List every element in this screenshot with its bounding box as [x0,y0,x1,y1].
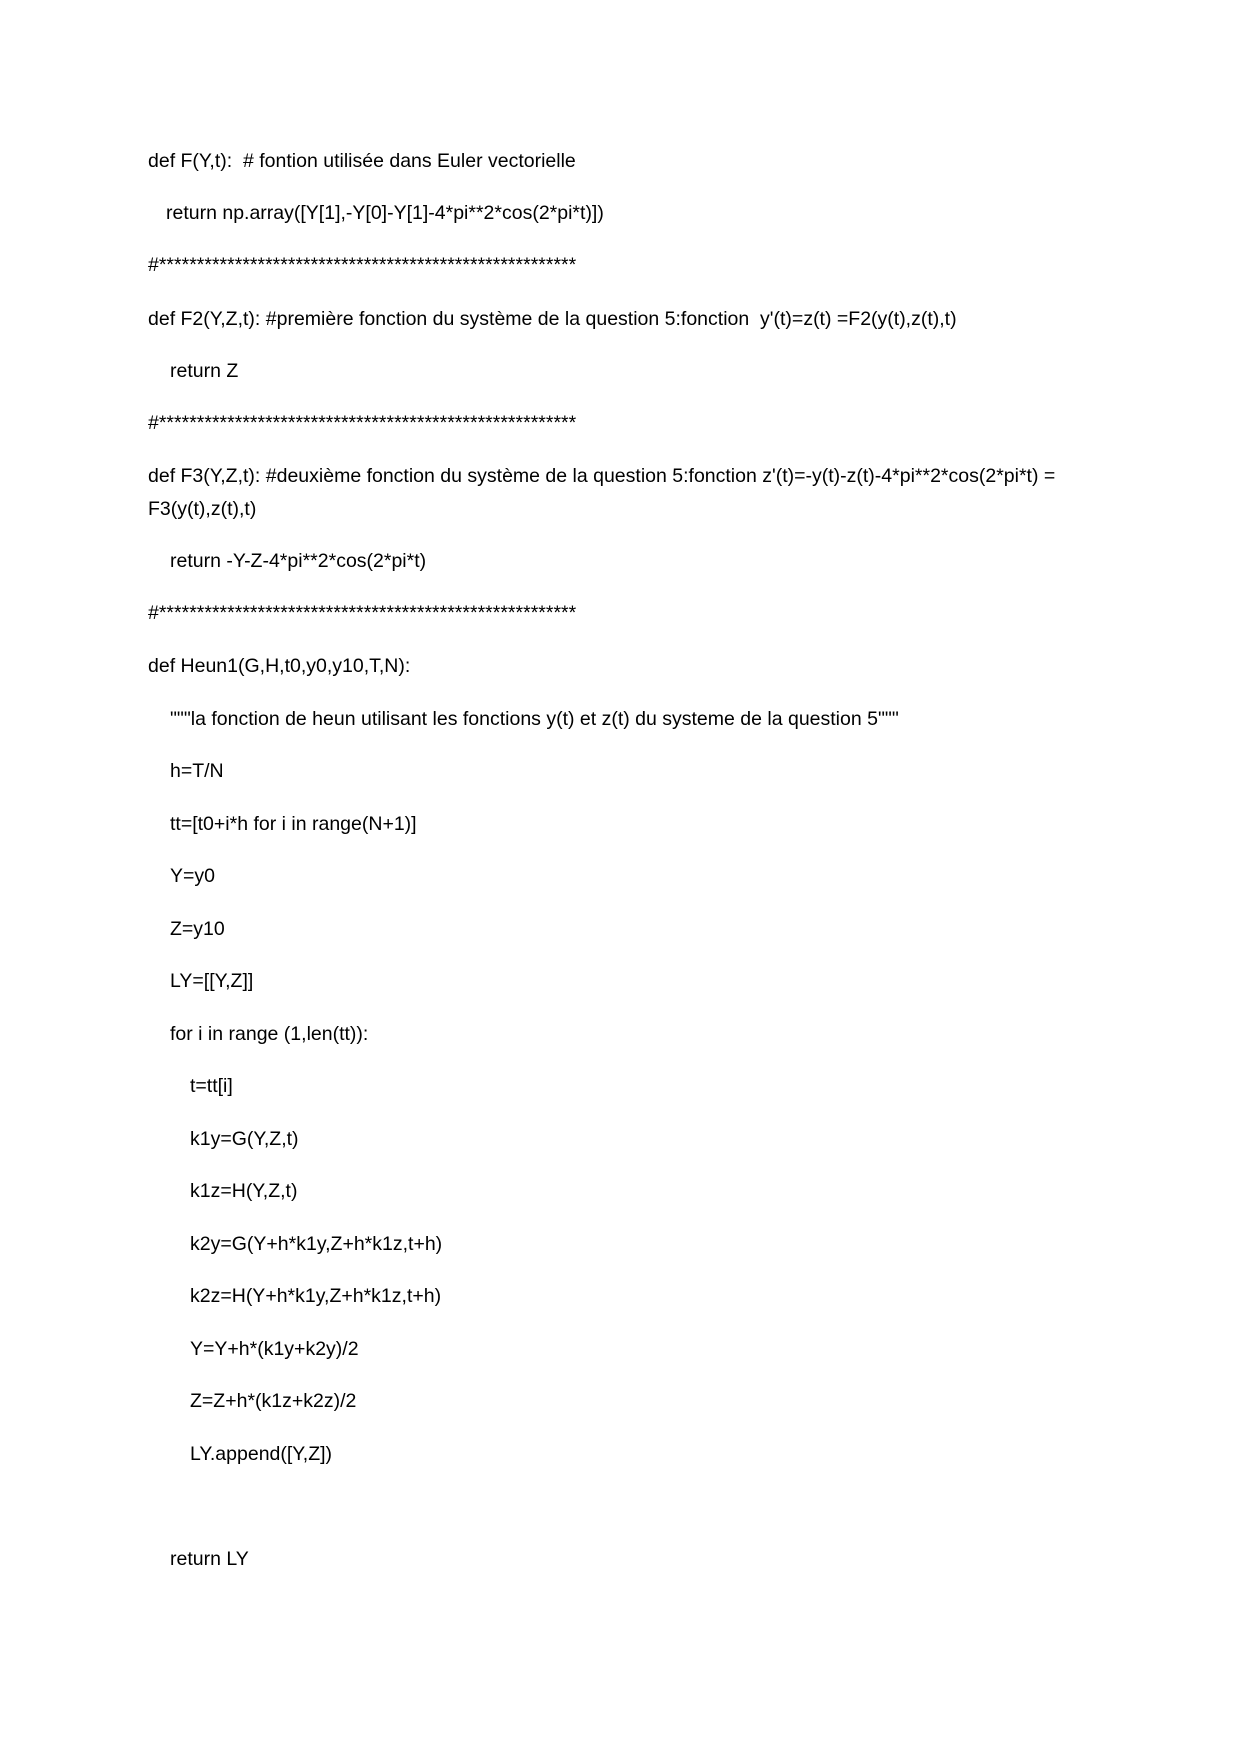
code-line-h: h=T/N [170,760,224,782]
code-line-def-f3: def F3(Y,Z,t): #deuxième fonction du système de la question 5:fonction z'(t)=-y(t)-z(t)-4*pi**2*cos(2*pi*t) = F3(y(t),z(t),t) [148,465,1056,520]
code-line-for-loop: for i in range (1,len(tt)): [170,1023,369,1045]
code-line-t: t=tt[i] [190,1075,233,1097]
code-line-return-f3: return -Y-Z-4*pi**2*cos(2*pi*t) [170,550,427,572]
code-line-k2y: k2y=G(Y+h*k1y,Z+h*k1z,t+h) [190,1233,443,1255]
code-line-k2z: k2z=H(Y+h*k1y,Z+h*k1z,t+h) [190,1285,442,1307]
separator-line: #******************************************************* [148,602,577,624]
code-line-def-f2: def F2(Y,Z,t): #première fonction du système de la question 5:fonction y'(t)=z(t) =F2(y(t),z(t),t) [148,308,957,330]
code-line-y-update: Y=Y+h*(k1y+k2y)/2 [190,1338,359,1360]
code-line-tt: tt=[t0+i*h for i in range(N+1)] [170,813,417,835]
code-line-append: LY.append([Y,Z]) [190,1443,333,1465]
code-line-ly-init: LY=[[Y,Z]] [170,970,254,992]
code-line-return-z: return Z [170,360,239,382]
code-line-return-ly: return LY [170,1548,249,1570]
code-line-k1y: k1y=G(Y,Z,t) [190,1128,299,1150]
code-line-z-update: Z=Z+h*(k1z+k2z)/2 [190,1390,357,1412]
code-line-def-heun1: def Heun1(G,H,t0,y0,y10,T,N): [148,655,411,677]
separator-line: #******************************************************* [148,412,577,434]
code-line-def-f: def F(Y,t): # fontion utilisée dans Euler vectorielle [148,150,576,172]
code-line-k1z: k1z=H(Y,Z,t) [190,1180,298,1202]
code-line-y-init: Y=y0 [170,865,215,887]
docstring-line: """la fonction de heun utilisant les fonctions y(t) et z(t) du systeme de la question 5""" [170,708,899,730]
code-line-z-init: Z=y10 [170,918,225,940]
code-line-return-array: return np.array([Y[1],-Y[0]-Y[1]-4*pi**2*cos(2*pi*t)]) [166,202,604,224]
separator-line: #******************************************************* [148,254,577,276]
